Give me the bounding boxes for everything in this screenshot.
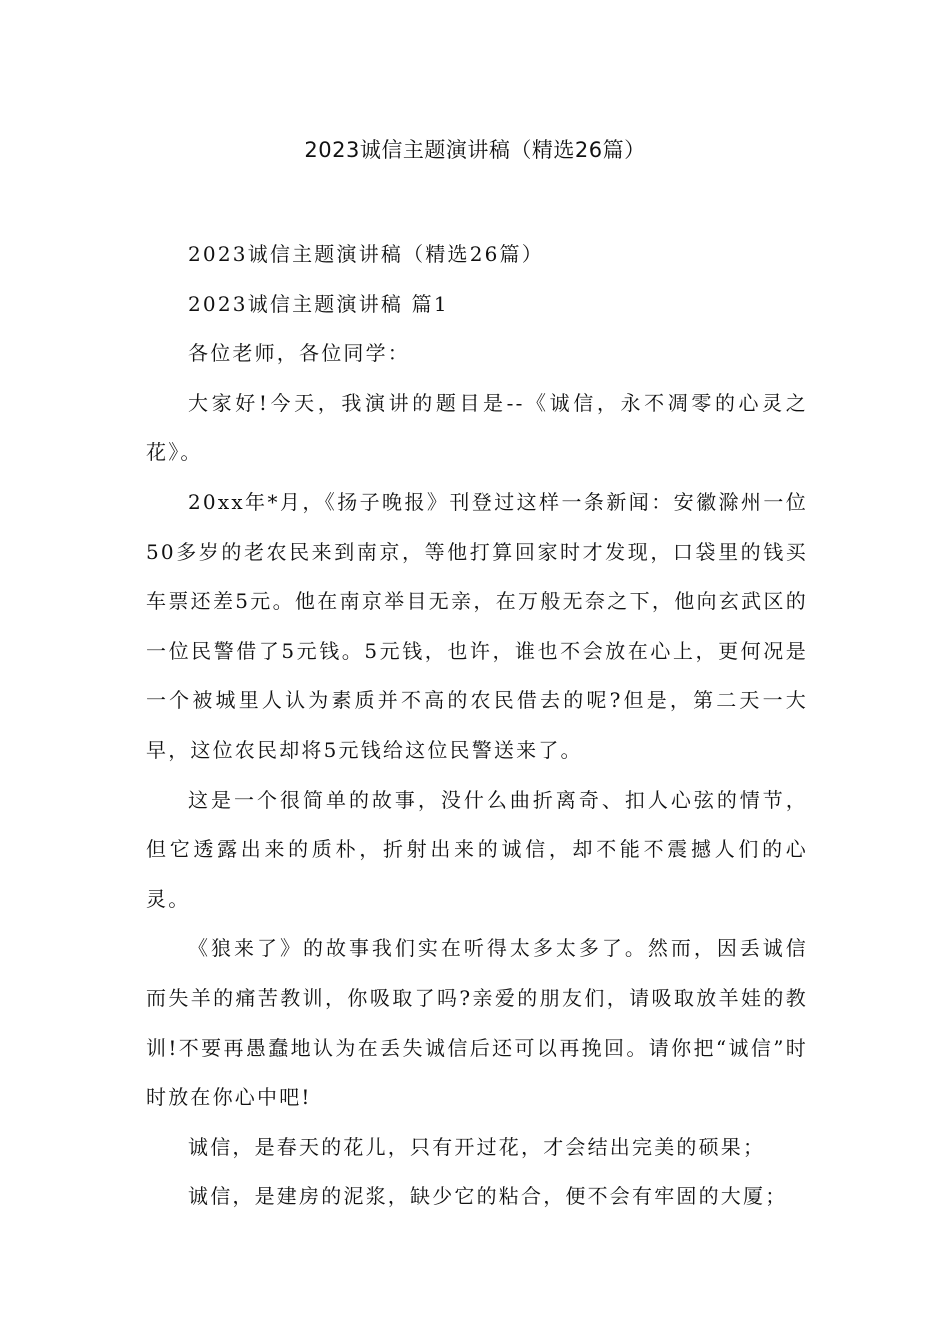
paragraph: 大家好!今天，我演讲的题目是--《诚信，永不凋零的心灵之花》。 [146,390,808,465]
paragraph: 2023诚信主题演讲稿（精选26篇） [188,242,544,266]
paragraph: 20xx年*月，《扬子晚报》刊登过这样一条新闻：安徽滁州一位50多岁的老农民来到南京，等他打算回家时才发现，口袋里的钱买车票还差5元。他在南京举目无亲，在万般无奈之下，他向玄武区的一位民警借了5元钱。5元钱，也许，谁也不会放在心上，更何况是一个被城里人认为素质并不高的农民借去的呢?但是，第二天一大早，这位农民却将5元钱给这位民警送来了。 [146,489,808,762]
paragraph: 各位老师，各位同学： [188,341,410,366]
paragraph: 诚信，是建房的泥浆，缺少它的粘合，便不会有牢固的大厦； [188,1184,788,1209]
document-title: 2023诚信主题演讲稿（精选26篇） [304,138,646,162]
document-body [146,230,808,1222]
paragraph: 《狼来了》的故事我们实在听得太多太多了。然而，因丢诚信而失羊的痛苦教训，你吸取了吗?亲爱的朋友们，请吸取放羊娃的教训!不要再愚蠢地认为在丢失诚信后还可以再挽回。请你把“诚信”时时放在你心中吧! [146,936,808,1110]
paragraph: 2023诚信主题演讲稿 篇1 [188,291,449,316]
paragraph: 这是一个很简单的故事，没什么曲折离奇、扣人心弦的情节，但它透露出来的质朴，折射出来的诚信，却不能不震撼人们的心灵。 [146,787,808,911]
paragraph: 诚信，是春天的花儿，只有开过花，才会结出完美的硕果； [188,1134,766,1159]
